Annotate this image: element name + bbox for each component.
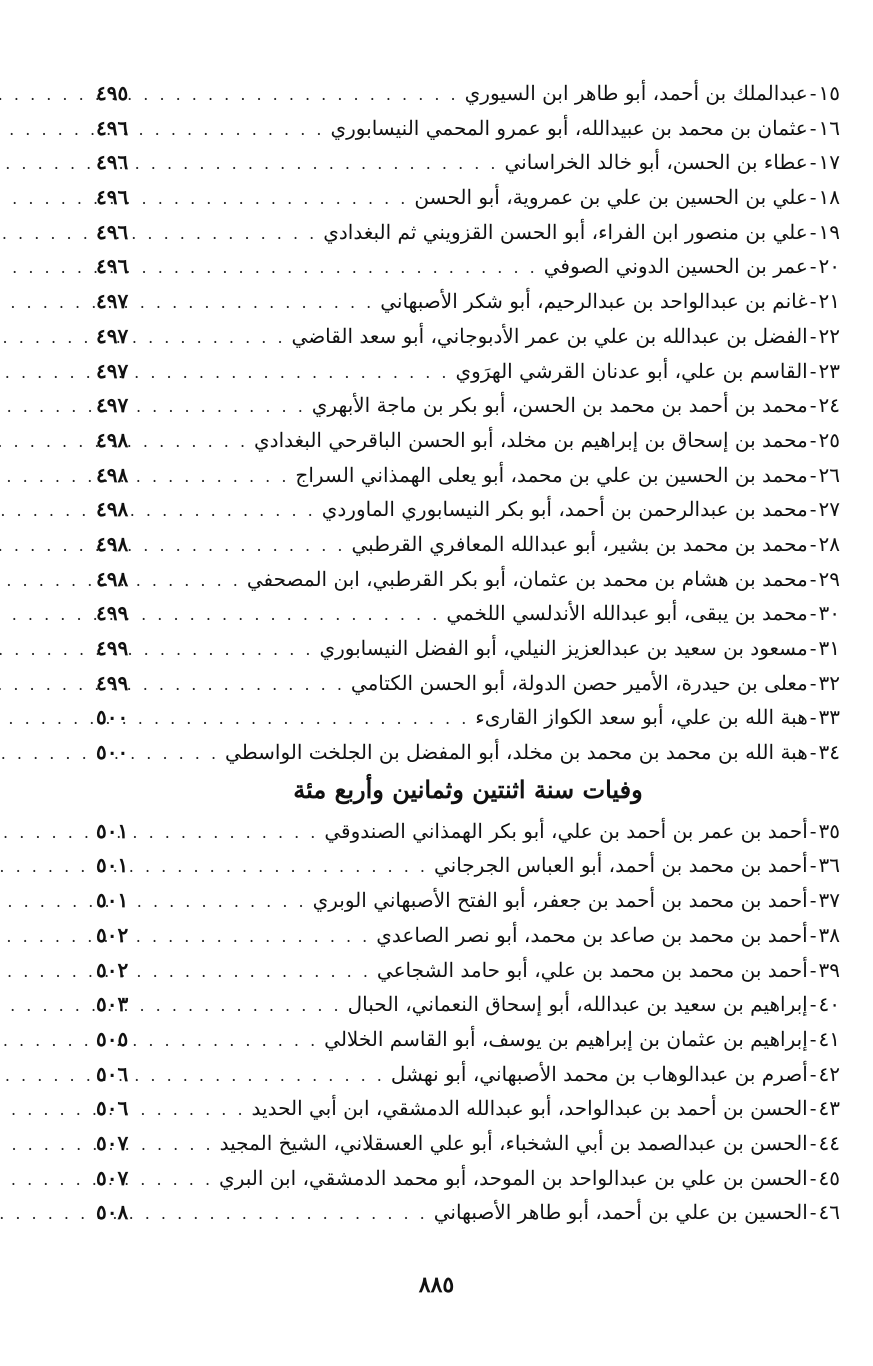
entry-page-ref: ٤٩٦ (96, 115, 129, 140)
entry-page-ref: ٥٠١ (96, 853, 129, 878)
entry-page-ref: ٤٩٨ (96, 497, 129, 522)
entry-separator: - (809, 150, 817, 175)
entry-separator: - (809, 1165, 817, 1190)
entry-separator: - (809, 1200, 817, 1225)
entry-number: ٢٧ (818, 497, 840, 522)
entry-title: عطاء بن الحسن، أبو خالد الخراساني (504, 150, 808, 175)
entry-page-ref: ٤٩٧ (96, 358, 129, 383)
entry-page-ref: ٥٠٧ (96, 1165, 129, 1190)
entry-title: أحمد بن عمر بن أحمد بن علي، أبو بكر الهمذاني الصندوقي (324, 818, 808, 843)
entry-page-ref: ٤٩٨ (96, 566, 129, 591)
entry-number: ١٩ (818, 219, 840, 244)
entry-title: عمر بن الحسين الدوني الصوفي (543, 254, 808, 279)
entry-title: الحسن بن أحمد بن عبدالواحد، أبو عبدالله الدمشقي، ابن أبي الحديد (251, 1096, 808, 1121)
toc-entry (96, 1195, 840, 1230)
entry-title: أحمد بن محمد بن صاعد بن محمد، أبو نصر الصاعدي (376, 922, 808, 947)
entry-number: ٢٣ (818, 358, 840, 383)
entry-separator: - (809, 219, 817, 244)
entry-page-ref: ٤٩٦ (96, 254, 129, 279)
toc-entry (96, 215, 840, 250)
toc-entry (96, 735, 840, 770)
toc-entry (96, 180, 840, 215)
entry-page-ref: ٤٩٦ (96, 185, 129, 210)
dot-leader (136, 182, 414, 217)
entry-page-ref: ٤٩٨ (96, 427, 129, 452)
toc-entry (96, 354, 840, 389)
entry-separator: - (809, 254, 817, 279)
entry-number: ٢٠ (818, 254, 840, 279)
entry-title: محمد بن أحمد بن محمد بن الحسن، أبو بكر بن ماجة الأبهري (311, 393, 808, 418)
entry-separator: - (809, 853, 817, 878)
toc-group-2 (96, 814, 840, 1230)
entry-title: محمد بن هشام بن محمد بن عثمان، أبو بكر القرطبي، ابن المصحفي (246, 566, 808, 591)
toc-entry (96, 458, 840, 493)
dot-leader (136, 989, 348, 1024)
dot-leader (136, 113, 330, 148)
entry-number: ٢٢ (818, 323, 840, 348)
dot-leader (136, 564, 247, 599)
entry-page-ref: ٤٩٦ (96, 219, 129, 244)
entry-number: ٢٦ (818, 462, 840, 487)
dot-leader (136, 668, 351, 703)
toc-entry (96, 1057, 840, 1092)
entry-number: ٣٤ (818, 740, 840, 765)
entry-number: ٣٩ (818, 957, 840, 982)
entry-number: ٣٢ (818, 670, 840, 695)
entry-number: ٤٤ (818, 1130, 840, 1155)
entry-separator: - (809, 462, 817, 487)
entry-page-ref: ٥٠٦ (96, 1061, 129, 1086)
toc-entry (96, 1126, 840, 1161)
dot-leader (136, 1059, 391, 1094)
entry-number: ٣٥ (818, 818, 840, 843)
entry-number: ١٦ (818, 115, 840, 140)
dot-leader (136, 425, 254, 460)
entry-separator: - (809, 705, 817, 730)
toc-entry (96, 883, 840, 918)
dot-leader (136, 633, 319, 668)
entry-title: القاسم بن علي، أبو عدنان القرشي الهرَوي (455, 358, 808, 383)
dot-leader (136, 390, 312, 425)
dot-leader (136, 1163, 219, 1198)
entry-separator: - (809, 323, 817, 348)
entry-separator: - (809, 115, 817, 140)
toc-entry (96, 700, 840, 735)
entry-separator: - (809, 185, 817, 210)
dot-leader (136, 78, 465, 113)
entry-page-ref: ٥٠٥ (96, 1026, 129, 1051)
toc-entry (96, 319, 840, 354)
entry-number: ٤١ (818, 1026, 840, 1051)
entry-title: محمد بن الحسين بن علي بن محمد، أبو يعلى الهمذاني السراج (295, 462, 808, 487)
toc-entry (96, 562, 840, 597)
toc-entry (96, 284, 840, 319)
dot-leader (136, 885, 313, 920)
entry-page-ref: ٥٠١ (96, 818, 129, 843)
entry-page-ref: ٥٠٧ (96, 1130, 129, 1155)
toc-entry (96, 596, 840, 631)
entry-number: ٤٢ (818, 1061, 840, 1086)
entry-separator: - (809, 531, 817, 556)
entry-number: ٢٤ (818, 393, 840, 418)
toc-entry (96, 953, 840, 988)
section-heading: وفيات سنة اثنتين وثمانين وأربع مئة (293, 774, 643, 804)
toc-entry (96, 492, 840, 527)
entry-title: أحمد بن محمد بن أحمد بن جعفر، أبو الفتح الأصبهاني الوبري (312, 888, 808, 913)
entry-number: ٣٠ (818, 601, 840, 626)
entry-page-ref: ٤٩٧ (96, 323, 129, 348)
dot-leader (136, 217, 323, 252)
dot-leader (136, 737, 225, 772)
entry-page-ref: ٤٩٩ (96, 670, 129, 695)
entry-separator: - (809, 957, 817, 982)
toc-entry (96, 1091, 840, 1126)
entry-number: ١٧ (818, 150, 840, 175)
entry-separator: - (809, 992, 817, 1017)
toc-entry (96, 423, 840, 458)
entry-title: علي بن الحسين بن علي بن عمروية، أبو الحسن (414, 185, 808, 210)
entry-page-ref: ٥٠١ (96, 888, 129, 913)
entry-title: الحسن بن علي بن عبدالواحد بن الموحد، أبو محمد الدمشقي، ابن البري (219, 1165, 808, 1190)
dot-leader (136, 1197, 434, 1232)
entry-number: ٣١ (818, 636, 840, 660)
entry-page-ref: ٤٩٦ (96, 150, 129, 175)
entry-title: أصرم بن عبدالوهاب بن محمد الأصبهاني، أبو نهشل (390, 1061, 808, 1086)
entry-title: هبة الله بن علي، أبو سعد الكواز القارىء (475, 705, 808, 730)
table-of-contents (96, 76, 840, 1230)
entry-number: ٢١ (818, 289, 840, 314)
dot-leader (136, 920, 376, 955)
entry-page-ref: ٥٠٠ (96, 740, 129, 765)
dot-leader (136, 598, 446, 633)
entry-number: ٣٣ (818, 705, 840, 730)
entry-title: عبدالملك بن أحمد، أبو طاهر ابن السيوري (464, 81, 808, 105)
entry-title: محمد بن محمد بن بشير، أبو عبدالله المعافري القرطبي (351, 531, 808, 556)
toc-entry (96, 527, 840, 562)
entry-page-ref: ٥٠٢ (96, 957, 129, 982)
toc-entry (96, 111, 840, 146)
entry-separator: - (809, 601, 817, 626)
toc-entry (96, 666, 840, 701)
entry-title: أحمد بن محمد بن أحمد، أبو العباس الجرجاني (433, 853, 808, 878)
toc-entry (96, 1161, 840, 1196)
entry-title: معلى بن حيدرة، الأمير حصن الدولة، أبو الحسن الكتامي (350, 670, 808, 695)
toc-entry (96, 145, 840, 180)
entry-page-ref: ٥٠٢ (96, 922, 129, 947)
entry-title: الفضل بن عبدالله بن علي بن عمر الأدبوجاني، أبو سعد القاضي (291, 323, 808, 348)
entry-title: محمد بن عبدالرحمن بن أحمد، أبو بكر النيسابوري الماوردي (321, 497, 808, 522)
dot-leader (136, 251, 544, 286)
toc-entry (96, 814, 840, 849)
entry-separator: - (809, 1096, 817, 1121)
toc-entry (96, 1022, 840, 1057)
entry-page-ref: ٥٠٣ (96, 992, 129, 1017)
entry-page-ref: ٤٩٩ (96, 601, 129, 626)
entry-title: إبراهيم بن عثمان بن إبراهيم بن يوسف، أبو القاسم الخلالي (324, 1026, 808, 1051)
entry-number: ٣٧ (818, 888, 840, 913)
dot-leader (136, 816, 324, 851)
entry-page-ref: ٥٠٨ (96, 1200, 129, 1225)
entry-page-ref: ٤٩٧ (96, 289, 129, 314)
toc-entry (96, 249, 840, 284)
entry-separator: - (809, 818, 817, 843)
entry-title: أحمد بن محمد بن محمد بن علي، أبو حامد الشجاعي (376, 957, 808, 982)
entry-page-ref: ٥٠٦ (96, 1096, 129, 1121)
dot-leader (136, 321, 292, 356)
entry-title: هبة الله بن محمد بن محمد بن مخلد، أبو المفضل بن الجلخت الواسطي (225, 740, 808, 765)
entry-number: ٢٥ (818, 427, 840, 452)
entry-separator: - (809, 393, 817, 418)
entry-separator: - (809, 289, 817, 314)
entry-separator: - (809, 888, 817, 913)
dot-leader (136, 286, 380, 321)
entry-separator: - (809, 497, 817, 522)
entry-title: الحسين بن علي بن أحمد، أبو طاهر الأصبهاني (433, 1200, 808, 1225)
dot-leader (136, 529, 351, 564)
entry-separator: - (809, 566, 817, 591)
dot-leader (136, 1128, 220, 1163)
entry-title: علي بن منصور ابن الفراء، أبو الحسن القزويني ثم البغدادي (323, 219, 808, 244)
toc-entry (96, 848, 840, 883)
entry-number: ٤٠ (818, 992, 840, 1017)
toc-entry (96, 918, 840, 953)
dot-leader (136, 1093, 252, 1128)
dot-leader (136, 494, 322, 529)
entry-number: ١٥ (818, 81, 840, 105)
page-number: ٨٨٥ (418, 1272, 455, 1298)
entry-title: محمد بن يبقى، أبو عبدالله الأندلسي اللخمي (446, 601, 808, 626)
entry-number: ٢٨ (818, 531, 840, 556)
entry-separator: - (809, 358, 817, 383)
dot-leader (136, 147, 505, 182)
dot-leader (136, 356, 456, 391)
entry-separator: - (809, 670, 817, 695)
entry-title: محمد بن إسحاق بن إبراهيم بن مخلد، أبو الحسن الباقرحي البغدادي (254, 427, 808, 452)
toc-entry (96, 388, 840, 423)
entry-page-ref: ٤٩٧ (96, 393, 129, 418)
entry-number: ١٨ (818, 185, 840, 210)
entry-page-ref: ٤٩٨ (96, 462, 129, 487)
toc-entry (96, 76, 840, 111)
entry-separator: - (809, 1130, 817, 1155)
entry-separator: - (809, 1061, 817, 1086)
entry-separator: - (809, 427, 817, 452)
dot-leader (136, 460, 295, 495)
entry-separator: - (809, 922, 817, 947)
dot-leader (136, 850, 434, 885)
entry-separator: - (809, 740, 817, 765)
entry-number: ٤٥ (818, 1165, 840, 1190)
entry-page-ref: ٤٩٩ (96, 636, 129, 660)
entry-number: ٣٨ (818, 922, 840, 947)
entry-title: عثمان بن محمد بن عبيدالله، أبو عمرو المحمي النيسابوري (330, 115, 808, 140)
entry-number: ٤٦ (818, 1200, 840, 1225)
dot-leader (136, 702, 475, 737)
entry-number: ٢٩ (818, 566, 840, 591)
entry-page-ref: ٤٩٥ (96, 81, 129, 105)
entry-separator: - (809, 636, 817, 660)
entry-title: الحسن بن عبدالصمد بن أبي الشخباء، أبو علي العسقلاني، الشيخ المجيد (219, 1130, 808, 1155)
dot-leader (136, 955, 377, 990)
entry-title: إبراهيم بن سعيد بن عبدالله، أبو إسحاق النعماني، الحبال (347, 992, 808, 1017)
dot-leader (136, 1024, 324, 1059)
entry-title: غانم بن عبدالواحد بن عبدالرحيم، أبو شكر الأصبهاني (380, 289, 808, 314)
entry-number: ٤٣ (818, 1096, 840, 1121)
entry-page-ref: ٥٠٠ (96, 705, 129, 730)
entry-number: ٣٦ (818, 853, 840, 878)
entry-title: مسعود بن سعيد بن عبدالعزيز النيلي، أبو الفضل النيسابوري (319, 636, 808, 660)
toc-group-1 (96, 76, 840, 770)
toc-entry (96, 631, 840, 666)
entry-page-ref: ٤٩٨ (96, 531, 129, 556)
toc-entry (96, 987, 840, 1022)
entry-separator: - (809, 81, 817, 105)
entry-separator: - (809, 1026, 817, 1051)
